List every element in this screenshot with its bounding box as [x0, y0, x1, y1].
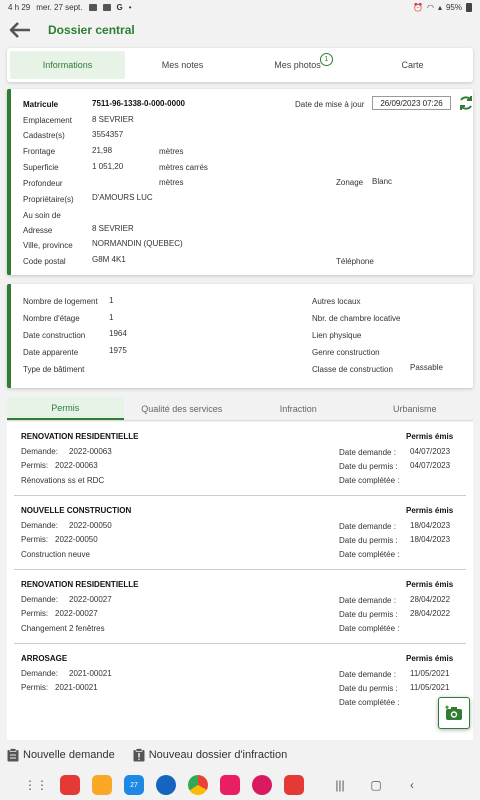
- date-demande-value: 04/07/2023: [410, 447, 451, 456]
- date-demande-label: Date demande :: [339, 670, 396, 679]
- superficie-label: Superficie: [23, 163, 59, 172]
- date-completee-label: Date complétée :: [339, 698, 400, 707]
- frontage-unit: mètres: [159, 147, 184, 156]
- permis-label: Permis:: [21, 535, 49, 544]
- nb-etage-value: 1: [109, 313, 114, 322]
- tab-label: Informations: [42, 60, 93, 70]
- app-icon-flipboard[interactable]: [60, 775, 80, 795]
- permis-label: Permis:: [21, 609, 49, 618]
- permit-title: RENOVATION RESIDENTIELLE: [21, 432, 139, 441]
- app-icon-screen-recorder[interactable]: [220, 775, 240, 795]
- demande-label: Demande:: [21, 521, 58, 530]
- permit-status: Permis émis: [406, 654, 454, 663]
- tab-label: Qualité des services: [141, 403, 223, 414]
- zonage-value: Blanc: [372, 177, 393, 186]
- demande-number: 2022-00027: [69, 595, 112, 604]
- profondeur-unit: mètres: [159, 178, 184, 187]
- permit-title: ARROSAGE: [21, 654, 68, 663]
- matricule-value: 7511-96-1338-0-000-0000: [92, 99, 185, 108]
- frontage-value: 21,98: [92, 146, 113, 155]
- signal-icon: ▴: [437, 2, 442, 12]
- classe-construction-value: Passable: [410, 363, 443, 372]
- back-nav-button[interactable]: ‹: [410, 778, 414, 792]
- demande-label: Demande:: [21, 447, 58, 456]
- date-permis-label: Date du permis :: [339, 536, 398, 545]
- more-notifications-icon: •: [128, 2, 132, 12]
- date-demande-label: Date demande :: [339, 448, 396, 457]
- calendar-app-icon[interactable]: [124, 775, 144, 795]
- code-postal-value: G8M 4K1: [92, 255, 126, 264]
- date-construction-value: 1964: [109, 329, 127, 338]
- tab-informations[interactable]: [10, 51, 125, 79]
- demande-label: Demande:: [21, 669, 58, 678]
- gmail-notification-icon: [103, 4, 111, 11]
- nb-logement-label: Nombre de logement: [23, 297, 98, 306]
- tab-label: Permis: [51, 402, 80, 413]
- bottom-actions: [0, 742, 480, 768]
- wifi-icon: ◠: [426, 2, 434, 12]
- calendar-day: 27: [130, 781, 138, 789]
- tab-infraction[interactable]: [240, 397, 357, 420]
- refresh-icon: [458, 95, 474, 111]
- page-title: Dossier central: [48, 23, 135, 37]
- date-permis-value: 04/07/2023: [410, 461, 451, 470]
- permis-number: 2022-00063: [55, 461, 98, 470]
- nouveau-dossier-infraction-button[interactable]: [133, 748, 287, 762]
- matricule-label: Matricule: [23, 100, 59, 109]
- recents-button[interactable]: |||: [335, 778, 345, 792]
- tab-mes-photos[interactable]: [240, 51, 355, 79]
- nouvelle-demande-label: Nouvelle demande: [23, 749, 115, 761]
- demande-number: 2022-00050: [69, 521, 112, 530]
- battery-icon: [466, 3, 472, 12]
- home-button[interactable]: ▢: [370, 778, 382, 792]
- date-demande-label: Date demande :: [339, 596, 396, 605]
- date-construction-label: Date construction: [23, 331, 86, 340]
- superficie-unit: mètres carrés: [159, 163, 208, 172]
- permit-item[interactable]: [7, 422, 473, 496]
- system-nav-bar: [0, 770, 480, 800]
- alarm-icon: ⏰: [413, 2, 423, 12]
- nouveau-dossier-label: Nouveau dossier d'infraction: [148, 749, 288, 761]
- camera-add-icon: [445, 705, 463, 721]
- date-apparente-value: 1975: [109, 346, 127, 355]
- date-permis-label: Date du permis :: [339, 462, 398, 471]
- permis-label: Permis:: [21, 683, 49, 692]
- autres-locaux-label: Autres locaux: [312, 297, 361, 306]
- adresse-value: 8 SEVRIER: [92, 224, 134, 233]
- date-permis-value: 18/04/2023: [410, 535, 451, 544]
- building-info-card: [7, 284, 473, 388]
- emplacement-label: Emplacement: [23, 116, 72, 125]
- app-bar: [0, 14, 480, 46]
- demande-label: Demande:: [21, 595, 58, 604]
- ville-value: NORMANDIN (QUEBEC): [92, 239, 183, 248]
- permit-title: RENOVATION RESIDENTIELLE: [21, 580, 139, 589]
- date-completee-label: Date complétée :: [339, 476, 400, 485]
- permit-list: [7, 422, 473, 740]
- cadastre-value: 3554357: [92, 130, 124, 139]
- date-demande-label: Date demande :: [339, 522, 396, 531]
- permis-label: Permis:: [21, 461, 49, 470]
- refresh-button[interactable]: [458, 95, 474, 113]
- back-button[interactable]: [0, 14, 40, 46]
- permit-item[interactable]: [7, 496, 473, 570]
- au-soin-label: Au soin de: [23, 211, 61, 220]
- permit-description: Rénovations ss et RDC: [21, 476, 105, 485]
- nouvelle-demande-button[interactable]: [7, 748, 115, 762]
- proprietaire-label: Propriétaire(s): [23, 195, 74, 204]
- proprietaire-value: D'AMOURS LUC: [92, 193, 153, 202]
- battery-level: 95%: [445, 2, 462, 12]
- status-time: 4 h 29: [8, 2, 31, 12]
- date-demande-value: 11/05/2021: [410, 669, 450, 678]
- tab-mes-notes[interactable]: [125, 51, 240, 79]
- photo-count-badge: 1: [320, 53, 333, 66]
- permis-number: 2022-00050: [55, 535, 98, 544]
- emplacement-value: 8 SEVRIER: [92, 115, 134, 124]
- nb-etage-label: Nombre d'étage: [23, 314, 80, 323]
- gallery-notification-icon: [89, 4, 97, 11]
- app-icon-messages[interactable]: [156, 775, 176, 795]
- demande-number: 2021-00021: [69, 669, 112, 678]
- date-maj-value: 26/09/2023 07:26: [372, 96, 451, 110]
- permis-number: 2022-00027: [55, 609, 98, 618]
- tab-permis[interactable]: [7, 397, 124, 420]
- tab-urbanisme[interactable]: [357, 397, 474, 420]
- tab-label: Mes notes: [161, 60, 204, 70]
- nbr-chambre-label: Nbr. de chambre locative: [312, 314, 401, 323]
- frontage-label: Frontage: [23, 147, 56, 156]
- telephone-label: Téléphone: [336, 257, 374, 266]
- permit-item[interactable]: [7, 570, 473, 644]
- app-icon-bixby[interactable]: [252, 775, 272, 795]
- clipboard-icon: [7, 748, 19, 762]
- ville-label: Ville, province: [23, 241, 73, 250]
- permit-description: Construction neuve: [21, 550, 90, 559]
- app-icon-dossier[interactable]: [284, 775, 304, 795]
- date-apparente-label: Date apparente: [23, 348, 79, 357]
- status-bar: [0, 0, 480, 14]
- app-icon-files[interactable]: [92, 775, 112, 795]
- superficie-value: 1 051,20: [92, 162, 124, 171]
- profondeur-label: Profondeur: [23, 179, 63, 188]
- property-info-card: [7, 89, 473, 275]
- app-drawer-icon[interactable]: ⋮⋮: [24, 778, 48, 792]
- chrome-icon[interactable]: [188, 775, 208, 795]
- tab-label: Infraction: [279, 403, 317, 414]
- tab-label: Mes photos: [274, 60, 321, 70]
- status-date: mer. 27 sept.: [36, 2, 83, 12]
- date-permis-value: 28/04/2022: [410, 609, 451, 618]
- nb-logement-value: 1: [109, 296, 114, 305]
- lien-physique-label: Lien physique: [312, 331, 362, 340]
- tab-label: Urbanisme: [392, 403, 437, 414]
- permit-status: Permis émis: [406, 580, 454, 589]
- top-tab-bar: [7, 48, 473, 82]
- section-tab-bar: [7, 397, 473, 421]
- cadastre-label: Cadastre(s): [23, 131, 65, 140]
- date-demande-value: 18/04/2023: [410, 521, 451, 530]
- code-postal-label: Code postal: [23, 257, 66, 266]
- permit-title: NOUVELLE CONSTRUCTION: [21, 506, 132, 515]
- date-completee-label: Date complétée :: [339, 624, 400, 633]
- permis-number: 2021-00021: [55, 683, 98, 692]
- zonage-label: Zonage: [336, 178, 364, 187]
- date-permis-label: Date du permis :: [339, 684, 398, 693]
- back-arrow-icon: [9, 22, 31, 38]
- tab-label: Carte: [401, 60, 424, 70]
- type-batiment-label: Type de bâtiment: [23, 365, 85, 374]
- google-notification-icon: G: [116, 2, 123, 12]
- add-photo-button[interactable]: [438, 697, 470, 729]
- permit-status: Permis émis: [406, 506, 454, 515]
- warning-clipboard-icon: [133, 748, 145, 762]
- adresse-label: Adresse: [23, 226, 53, 235]
- date-completee-label: Date complétée :: [339, 550, 400, 559]
- permit-item[interactable]: [7, 644, 473, 718]
- date-maj-label: Date de mise à jour: [295, 100, 365, 109]
- date-demande-value: 28/04/2022: [410, 595, 451, 604]
- permit-description: Changement 2 fenêtres: [21, 624, 105, 633]
- date-permis-value: 11/05/2021: [410, 683, 450, 692]
- permit-status: Permis émis: [406, 432, 454, 441]
- genre-construction-label: Genre construction: [312, 348, 380, 357]
- demande-number: 2022-00063: [69, 447, 112, 456]
- tab-qualite-services[interactable]: [124, 397, 241, 420]
- classe-construction-label: Classe de construction: [312, 365, 393, 374]
- date-permis-label: Date du permis :: [339, 610, 398, 619]
- tab-carte[interactable]: [355, 51, 470, 79]
